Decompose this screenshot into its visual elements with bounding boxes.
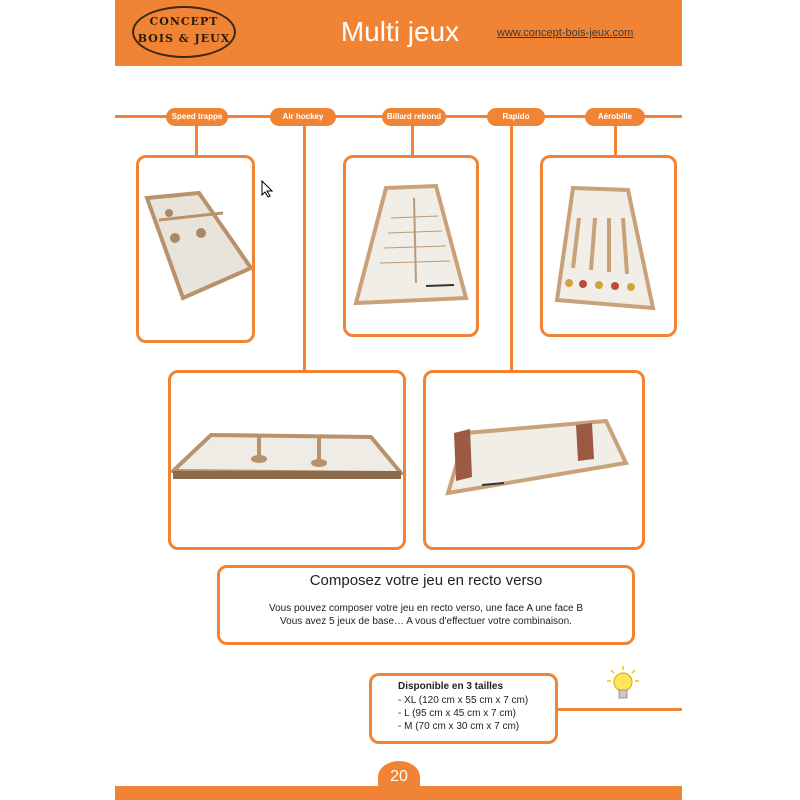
connector-air-hockey <box>303 118 306 372</box>
sizes-box <box>369 673 558 744</box>
combination-text-line1: Vous pouvez composer votre jeu en recto verso, une face A une face B <box>268 603 584 614</box>
page-number: 20 <box>378 761 420 793</box>
tag-air-hockey: Air hockey <box>270 108 336 126</box>
photo-aerobille <box>540 155 677 337</box>
lightbulb-icon <box>606 665 640 710</box>
website-link[interactable]: www.concept-bois-jeux.com <box>497 27 634 39</box>
tag-billard-rebond: Billard rebond <box>382 108 446 126</box>
logo-text-line1: CONCEPT <box>149 15 219 28</box>
photo-billard-rebond <box>343 155 479 337</box>
combination-info-box <box>217 565 635 645</box>
tag-aerobille: Aérobille <box>585 108 645 126</box>
size-item-m: - M (70 cm x 30 cm x 7 cm) <box>398 721 520 732</box>
size-item-xl: - XL (120 cm x 55 cm x 7 cm) <box>398 695 529 706</box>
mouse-cursor-icon <box>261 180 273 203</box>
size-item-l: - L (95 cm x 45 cm x 7 cm) <box>398 708 516 719</box>
page-title: Multi jeux <box>340 16 460 47</box>
photo-rapido <box>423 370 645 550</box>
photo-speed-trappe <box>136 155 255 343</box>
connector-rapido <box>510 118 513 372</box>
tag-rapido: Rapido <box>487 108 545 126</box>
combination-title: Composez votre jeu en recto verso <box>309 572 543 589</box>
brand-logo <box>132 6 236 58</box>
combination-text-line2: Vous avez 5 jeux de base… A vous d'effectuer votre combinaison. <box>280 616 572 627</box>
photo-air-hockey <box>168 370 406 550</box>
tag-speed-trappe: Speed trappe <box>166 108 228 126</box>
logo-text-line2: BOIS & JEUX <box>137 32 231 45</box>
sizes-heading: Disponible en 3 tailles <box>398 681 504 692</box>
